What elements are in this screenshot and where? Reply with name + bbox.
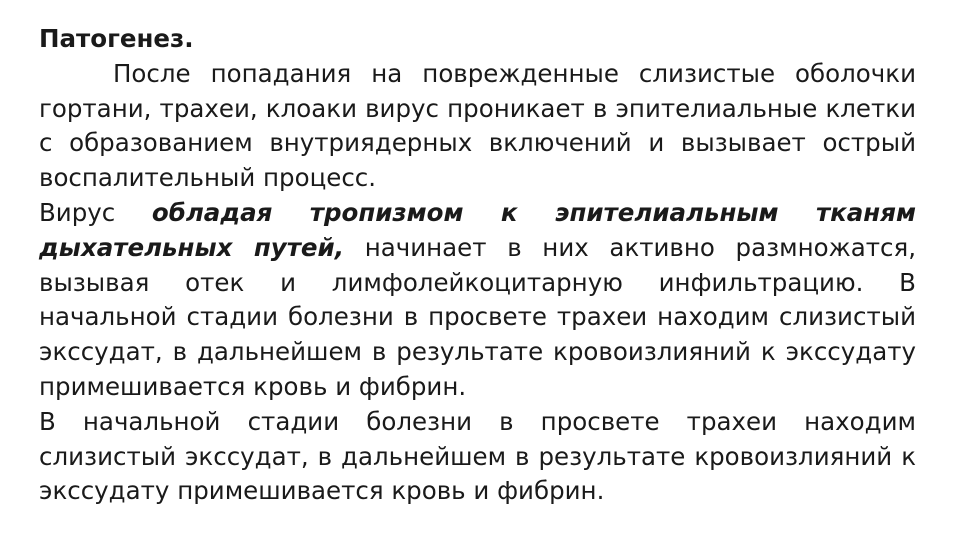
paragraph-infection-route: После попадания на поврежденные слизистые оболочки гортани, трахеи, клоаки вирус проникает в эпителиальные клетки с образованием внутриядерных включений и вызывает острый воспалительный процесс. bbox=[39, 58, 916, 193]
section-heading: Патогенез. bbox=[39, 24, 194, 53]
paragraph-tropism-rest: начинает в них активно размножатся, вызывая отек и лимфолейкоцитарную инфильтрацию. В начальной стадии болезни в просвете трахеи находим слизистый экссудат, в дальнейшем в результате кровоизлияний к экссудату примешивается кровь и фибрин. bbox=[39, 232, 916, 401]
paragraph-tropism bbox=[39, 196, 916, 405]
paragraph-exudate: В начальной стадии болезни в просвете трахеи находим слизистый экссудат, в дальнейшем в результате кровоизлияний к экссудату примешивается кровь и фибрин. bbox=[39, 406, 916, 506]
paragraph-tropism-lead: Вирус bbox=[39, 197, 152, 227]
paragraph-tropism-emphasis: обладая тропизмом к эпителиальным тканям дыхательных путей, bbox=[39, 197, 916, 262]
